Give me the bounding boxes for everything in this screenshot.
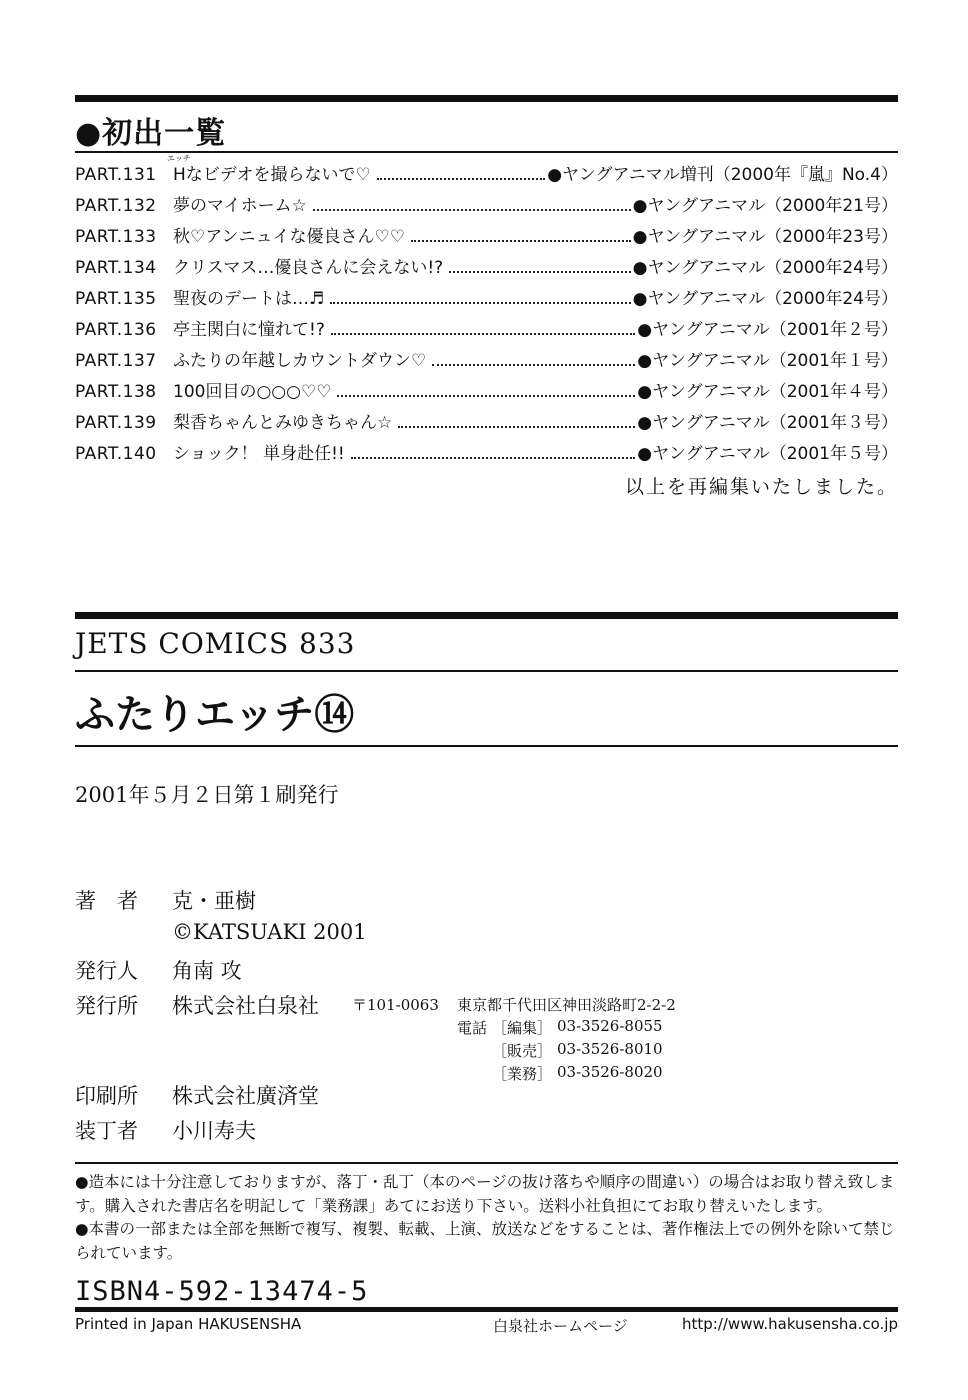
issuer-row: [75, 955, 242, 985]
book-title: ふたりエッチ⑭: [75, 692, 355, 738]
list-item: [75, 346, 898, 377]
leader-dots: [377, 178, 546, 180]
leader-dots: [330, 302, 630, 304]
publisher-row: [75, 990, 319, 1020]
source-magazine: ●ヤングアニマル（2001年４号）: [637, 382, 898, 402]
source-magazine: ●ヤングアニマル（2000年21号）: [632, 196, 898, 216]
printer-label: 印刷所: [75, 1084, 138, 1108]
notes-rule: [75, 1162, 898, 1164]
printer-row: [75, 1080, 319, 1110]
issuer-label: 発行人: [75, 959, 138, 983]
leader-dots: [398, 426, 635, 428]
phone-number: 03-3526-8010: [557, 1040, 663, 1058]
designer-label: 装丁者: [75, 1119, 138, 1143]
source-magazine: ●ヤングアニマル増刊（2000年『嵐』No.4）: [547, 165, 898, 185]
notes: [75, 1171, 905, 1265]
leader-dots: [313, 209, 631, 211]
list-item: [75, 160, 898, 191]
source-magazine: ●ヤングアニマル（2000年24号）: [632, 258, 898, 278]
series-rule: [75, 670, 898, 672]
episode-title: 聖夜のデートは…♬: [173, 289, 325, 309]
designer-row: [75, 1115, 256, 1145]
designer-name: 小川寿夫: [172, 1119, 256, 1143]
source-magazine: ●ヤングアニマル（2001年２号）: [637, 320, 898, 340]
leader-dots: [351, 457, 636, 459]
phone-dept: ［編集］: [492, 1019, 553, 1037]
leader-dots: [449, 271, 630, 273]
author-label: 著 者: [75, 889, 138, 913]
part-number: PART.132: [75, 196, 157, 216]
author-name: 克・亜樹: [172, 889, 256, 913]
part-number: PART.133: [75, 227, 157, 247]
source-magazine: ●ヤングアニマル（2001年５号）: [637, 444, 898, 464]
note-item: ●造本には十分注意しておりますが、落丁・乱丁（本のページの抜け落ちや順序の間違い）の場合はお取り替え致します。購入された書店名を明記して「業務課」あてにお送り下さい。送料小社負担にてお取り替えいたします。: [75, 1173, 895, 1215]
source-magazine: ●ヤングアニマル（2001年１号）: [637, 351, 898, 371]
part-number: PART.134: [75, 258, 157, 278]
part-number: PART.131: [75, 165, 157, 185]
episode-title: 亭主関白に憧れて!?: [173, 320, 325, 340]
episode-title: 梨香ちゃんとみゆきちゃん☆: [173, 413, 393, 433]
part-number: PART.135: [75, 289, 157, 309]
episode-title: 秋♡アンニュイな優良さん♡♡: [173, 227, 406, 247]
episode-title: ふたりの年越しカウントダウン♡: [173, 351, 427, 371]
phone-label: 電話: [457, 1019, 488, 1037]
leader-dots: [337, 395, 635, 397]
part-number: PART.140: [75, 444, 157, 464]
author-row: [75, 885, 256, 915]
list-item: [75, 315, 898, 346]
part-number: PART.136: [75, 320, 157, 340]
ruby-annotation: エッチ: [167, 154, 191, 163]
top-rule: [75, 95, 898, 102]
first-appearance-heading: ●初出一覧: [75, 116, 227, 151]
series-name: JETS COMICS 833: [75, 627, 356, 660]
phone-number: 03-3526-8055: [557, 1017, 663, 1035]
bottom-rule: [75, 1307, 898, 1312]
printed-in: Printed in Japan HAKUSENSHA: [75, 1315, 302, 1333]
part-number: PART.137: [75, 351, 157, 371]
phone-number: 03-3526-8020: [557, 1063, 663, 1081]
heading-rule: [75, 151, 898, 153]
list-item: [75, 191, 898, 222]
printer-name: 株式会社廣済堂: [172, 1084, 319, 1108]
copyright: ©KATSUAKI 2001: [172, 920, 367, 944]
list-item: [75, 222, 898, 253]
contents-list: [75, 160, 898, 470]
issuer-name: 角南 攻: [172, 959, 242, 983]
list-item: [75, 253, 898, 284]
episode-title: ショック！ 単身赴任!!: [173, 444, 345, 464]
publisher-label: 発行所: [75, 994, 138, 1018]
episode-title: 100回目の○○○♡♡: [173, 382, 332, 402]
list-item: [75, 284, 898, 315]
list-item: [75, 408, 898, 439]
homepage-url[interactable]: http://www.hakusensha.co.jp: [681, 1315, 898, 1333]
part-number: PART.138: [75, 382, 157, 402]
source-magazine: ●ヤングアニマル（2000年24号）: [632, 289, 898, 309]
isbn: ISBN4-592-13474-5: [75, 1276, 369, 1307]
episode-title: 夢のマイホーム☆: [173, 196, 307, 216]
leader-dots: [411, 240, 631, 242]
title-rule: [75, 745, 898, 747]
list-item: [75, 439, 898, 470]
part-number: PART.139: [75, 413, 157, 433]
source-magazine: ●ヤングアニマル（2000年23号）: [632, 227, 898, 247]
episode-title: クリスマス…優良さんに会えない!?: [173, 258, 444, 278]
source-magazine: ●ヤングアニマル（2001年３号）: [637, 413, 898, 433]
phone-dept: ［販売］: [492, 1042, 553, 1060]
postal-code: 〒101-0063: [352, 996, 439, 1014]
list-item: [75, 377, 898, 408]
episode-title: Hなビデオを撮らないで♡: [173, 165, 371, 185]
phone-dept: ［業務］: [492, 1065, 553, 1083]
note-item: ●本書の一部または全部を無断で複写、複製、転載、上演、放送などをすることは、著作権法上での例外を除いて禁じられています。: [75, 1220, 895, 1262]
homepage-label: 白泉社ホームページ: [493, 1317, 628, 1335]
leader-dots: [432, 364, 635, 366]
colophon-top-rule: [75, 612, 898, 619]
leader-dots: [331, 333, 635, 335]
address: 東京都千代田区神田淡路町2-2-2: [457, 996, 676, 1014]
reedit-note: 以上を再編集いたしました。: [624, 476, 898, 498]
publication-date: 2001年５月２日第１刷発行: [75, 783, 339, 807]
publisher-name: 株式会社白泉社: [172, 994, 319, 1018]
